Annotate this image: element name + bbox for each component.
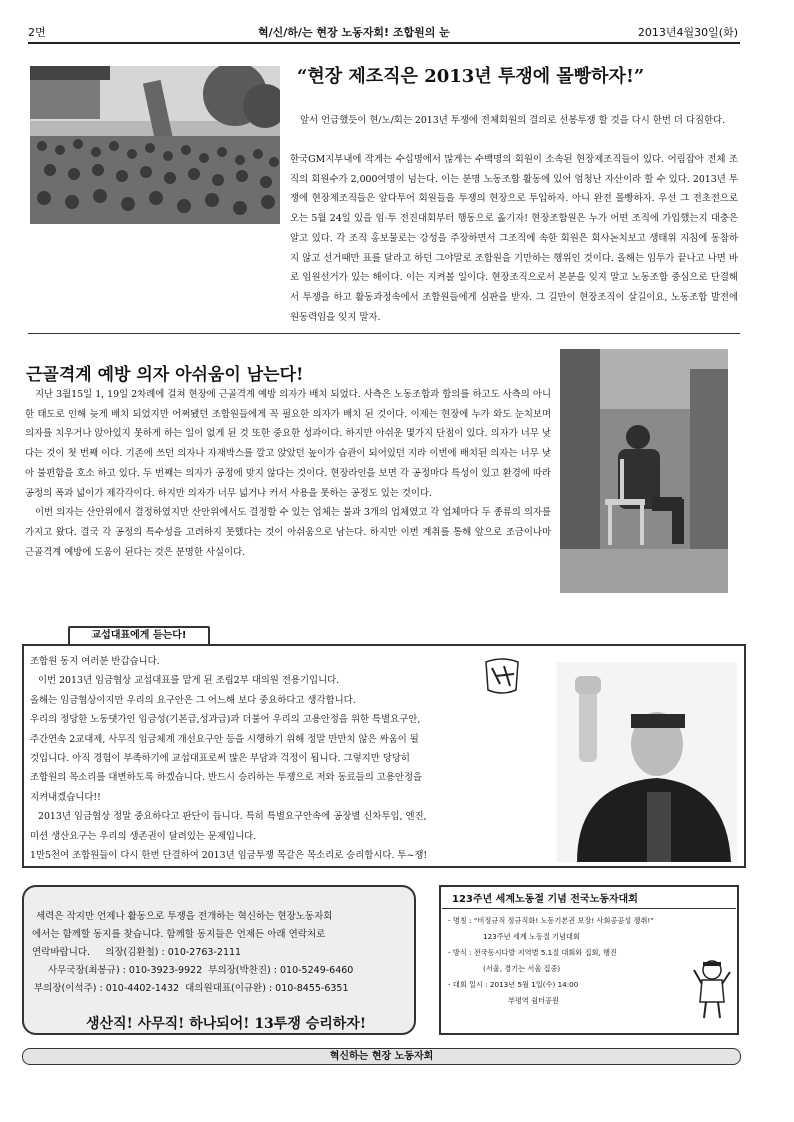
mayday-date: - 대회 일시 : 2013년 5월 1일(수) 14:00 [448, 980, 579, 989]
header-date: 2013년4월30일(화) [637, 26, 738, 39]
section-divider [28, 333, 740, 334]
interview-body [30, 652, 555, 865]
interview-line: 조합원 동지 여러분 반갑습니다. [30, 656, 160, 667]
mayday-body [448, 913, 698, 1009]
contact-vice1: 부의장(박찬진) : 010-5249-6460 [208, 965, 354, 976]
contact-line: 연락바랍니다. [32, 947, 91, 958]
interview-line: 미션 생산요구는 우리의 생존권이 달려있는 문제입니다. [30, 830, 257, 842]
mayday-method: - 방식 : 전국동시다발 지역별 5.1절 대회와 집회, 행진 [448, 948, 617, 957]
contact-line: 세력은 작지만 언제나 활동으로 투쟁을 전개하는 혁신하는 현장노동자회 [36, 911, 333, 922]
contact-slogan: 생산직! 사무직! 하나되어! 13투쟁 승리하자! [86, 1016, 366, 1032]
mayday-title: 123주년 세계노동절 기념 전국노동자대회 [452, 894, 638, 905]
interview-line: 2013년 임금협상 정말 중요하다고 판단이 듭니다. 특히 특별요구안속에 공장별 신차투입, 엔진, [38, 811, 427, 823]
mayday-place: 부평역 쉼터공원 [508, 996, 559, 1005]
article1-body [25, 150, 738, 327]
mayday-theme2: 123주년 세계 노동절 기념대회 [483, 932, 580, 941]
article1-paragraph: 앞서 언급했듯이 현/노/회는 2013년 투쟁에 전체회원의 결의로 선봉투쟁 할 것을 다시 한번 더 다짐한다. [300, 115, 726, 126]
contact-rep: 대의원대표(이규완) : 010-8455-6351 [185, 983, 349, 994]
contact-body [32, 908, 412, 998]
article1-intro [290, 111, 738, 131]
interview-line: 이번 2013년 임금협상 교섭대표를 맡게 된 조립2부 대의원 전용기입니다. [38, 675, 340, 687]
interview-line: 1만5천여 조합원들이 다시 한번 단결하여 2013년 임금투쟁 목같은 목소리로 승리합시다. 투~쟁! [30, 850, 428, 862]
contact-secretary: 사무국장(최봉규) : 010-3923-9922 [48, 965, 203, 976]
mayday-theme: “비정규직 정규직화! 노동기본권 보장! 사회공공성 쟁취!” [473, 916, 655, 925]
interview-line: 조합원의 목소리를 대변하도록 하겠습니다. 반드시 승리하는 투쟁으로 저와 동료들의 고용안정을 [30, 772, 423, 784]
article1-paragraph: 한국GM지부내에 작게는 수십명에서 많게는 수백명의 회원이 소속된 현장제조직들이 있다. 어림잡아 전체 조직의 회원수가 2,000여명이 넘는다. 이는 분명 노동조합 활동에 있어 엄청난 자산이라 할 수 있다. 2013년 투쟁에 현장제조직들은 앞다투어 회원들을 투쟁의 현장으로 투입하자. 아니 완전 몰빵하자. 우선 그 전초전으로 오는 5월 24일 있을 임·투 전진대회부터 행동으로 옮기자! 현장조합원은 누가 어떤 조직에 가입했는지 대충은 알고 있다. 각 조직 홍보물로는 강성을 주장하면서 그조직에 속한 회원은 회사논치보고 생태위 지침에 동참하지 않고 선거때만 표를 달라고 하던 그야말로 조합원을 기만하는 행위인 것이다. 올해는 임투가 끝나고 나면 바로 임원선거가 있는 해이다. 이는 지켜볼 일이다. 현장조직으로서 본분을 잊지 말고 노동조합 중심으로 단결해서 투쟁을 하고 활동과정속에서 조합원들에게 심판을 받자. 그 길만이 현장조직이 살길이요, 노동조합 발전에 원동력임을 잊지 말자. [290, 154, 738, 323]
contact-vice2: 부의장(이석주) : 010-4402-1432 [34, 983, 180, 994]
article2-title: 근골격계 예방 의자 아쉬움이 남는다! [26, 365, 304, 385]
header-title: 혁/신/하/는 현장 노동자회! 조합원의 눈 [258, 26, 450, 39]
footer-bar: 혁신하는 현장 노동자회 [22, 1048, 741, 1065]
interview-line: 것입니다. 아직 경험이 부족하기에 교섭대표로써 많은 부담과 걱정이 됩니다. 그렇지만 당당히 [30, 753, 410, 765]
cartoon-figure [692, 958, 732, 1020]
interview-line: 지켜내겠습니다!! [30, 791, 101, 803]
stamp-logo [480, 656, 524, 696]
representative-photo [557, 662, 737, 862]
article1-title: “현장 제조직은 2013년 투쟁에 몰빵하자!” [297, 66, 645, 87]
interview-line: 올해는 임금협상이지만 우리의 요구안은 그 어느해 보다 중요하다고 생각합니다. [30, 694, 356, 706]
interview-line: 우리의 정당한 노동댓가인 임금성(기본급,성과급)과 더불어 우리의 고용안정을 위한 특별요구안, [30, 714, 421, 726]
article2-body [25, 385, 551, 562]
mayday-theme-label: - 명칭 : [448, 916, 474, 925]
interview-line: 주간연속 2교대제, 사무직 임금체계 개선요구안 등을 시행하기 위해 정말 만만치 않은 싸움이 될 [30, 733, 419, 745]
page-number: 2면 [28, 26, 46, 39]
article2-paragraph: 지난 3월15일 1, 19일 2차례에 걸쳐 현장에 근골격계 예방 의자가 배치 되었다. 사측은 노동조합과 합의를 하고도 사측의 아니한 태도로 인해 늦게 배치 되었지만 어쩌됐던 조합원들에게 꼭 필요한 의자가 배치 된 것이다. 이제는 현장에 누가 와도 눈치보며 의자를 치우거나 앉아있지 못하게 하는 일이 없게 된 것 또한 중요한 성과이다. 하지만 아쉬운 몇가지 단점이 있다. 의자가 너무 낮다는 것이 첫 번째 이다. 기존에 쓰던 의자나 자재박스를 깔고 앉았던 높이가 습관이 되어있던 지라 이번에 배치된 의자는 너무 낮아 불편함을 호소 하고 있다. 두 번째는 의자가 공정에 맞지 않다는 것이다. 현장라인을 보면 각 공정마다 특성이 있고 환경에 따라 공정의 폭과 넓이가 제각각이다. 하지만 의자가 너무 넓거나 커서 사용을 못하는 공정도 있는 것이다. [25, 389, 551, 499]
header-divider [28, 42, 740, 44]
interview-tab: 교섭대표에게 듣는다! [68, 626, 210, 646]
contact-chair: 의장(김환철) : 010-2763-2111 [105, 947, 242, 958]
contact-line: 에서는 함께할 동지를 찾습니다. 함께할 동지들은 언제든 아래 연락처로 [32, 929, 326, 940]
article2-paragraph: 이번 의자는 산안위에서 결정하였지만 산안위에서도 결정할 수 있는 업체는 불과 3개의 업체였고 각 업체마다 두 종류의 의자를 가지고 왔다. 결국 각 공정의 특수성을 고려하지 못했다는 것이 아쉬움으로 남는다. 하지만 이번 계취를 통해 앞으로 조금이나마 근골격계 예방에 도움이 된다는 것은 분명한 사실이다. [25, 507, 551, 558]
chair-photo [560, 349, 728, 593]
mayday-divider [442, 908, 736, 909]
mayday-method2: (서울, 경기는 서울 집중) [483, 964, 561, 973]
